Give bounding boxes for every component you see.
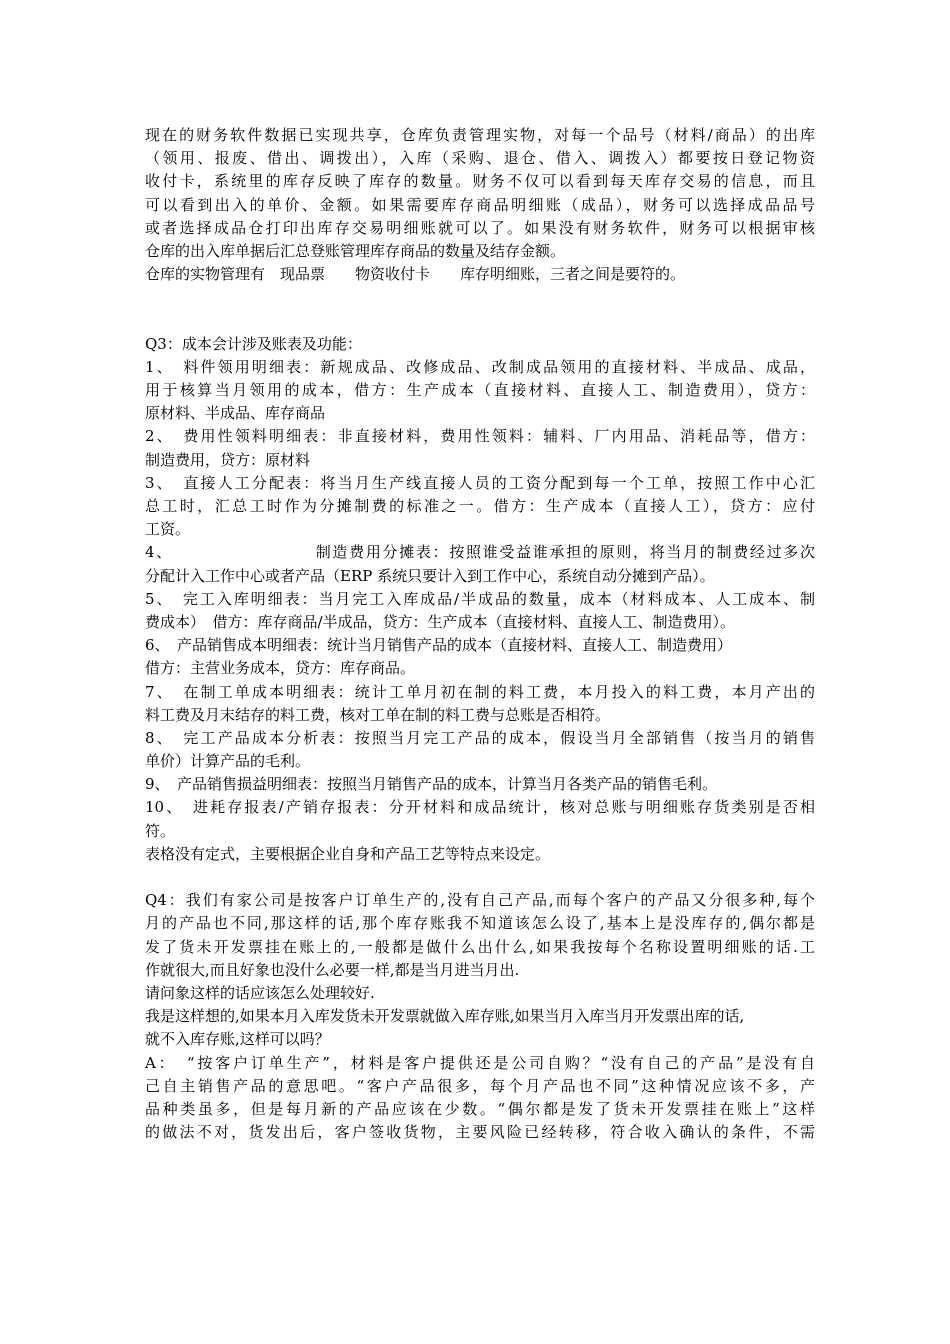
q3-line: 3、 直接人工分配表：将当月生产线直接人员的工资分配到每一个工单，按照工作中心汇 [145,473,815,492]
q3-line: 7、 在制工单成本明细表：统计工单月初在制的料工费，本月投入的料工费，本月产出的 [145,682,815,701]
q4-line: 作就很大,而且好象也没什么必要一样,都是当月进当月出. [145,960,520,979]
q4-line: 己自主销售产品的意思吧。“客户产品很多，每个月产品也不同”这种情况应该不多，产 [145,1076,815,1095]
q3-line: 料工费及月末结存的料工费，核对工单在制的料工费与总账是否相符。 [145,705,611,724]
q3-line: 制造费用，贷方：原材料 [145,450,311,469]
q3-heading: Q3：成本会计涉及账表及功能： [145,334,362,353]
intro-line: 或者选择成品仓打印出库存交易明细账就可以了。如果没有财务软件，财务可以根据审核 [145,218,815,237]
q4-line: Q4：我们有家公司是按客户订单生产的,没有自己产品,而每个客户的产品又分很多种,每个 [145,891,815,910]
q3-line: 1、 料件领用明细表：新规成品、改修成品、改制成品领用的直接材料、半成品、成品， [145,357,815,376]
q4-line: 品种类虽多，但是每月新的产品应该在少数。“偶尔都是发了货未开发票挂在账上”这样 [145,1099,815,1118]
q3-line: 原材料、半成品、库存商品 [145,404,326,423]
q4-line: 的做法不对，货发出后，客户签收货物，主要风险已经转移，符合收入确认的条件，不需 [145,1123,815,1142]
q3-line: 6、 产品销售成本明细表：统计当月销售产品的成本（直接材料、直接人工、制造费用） [145,636,733,655]
q3-line: 4、 制造费用分摊表：按照谁受益谁承担的原则，将当月的制费经过多次 [145,543,815,562]
q3-line: 9、 产品销售损益明细表：按照当月销售产品的成本，计算当月各类产品的销售毛利。 [145,775,718,794]
intro-line: 仓库的出入库单据后汇总登账管理库存商品的数量及结存金额。 [145,241,566,260]
spacer [145,866,815,889]
intro-line: 现在的财务软件数据已实现共享，仓库负责管理实物，对每一个品号（材料/商品）的出库 [145,126,815,144]
intro-line: 仓库的实物管理有 现品票 物资收付卡 库存明细账，三者之间是要符的。 [145,265,686,284]
q4-line: A： “按客户订单生产”，材料是客户提供还是公司自购？“没有自己的产品”是没有自 [145,1053,815,1072]
q3-line: 2、 费用性领料明细表：非直接材料，费用性领料：辅料、厂内用品、消耗品等，借方： [145,427,815,446]
q3-line: 工资。 [145,520,191,539]
spacer [145,286,815,309]
intro-section [145,124,815,286]
q3-line: 表格没有定式，主要根据企业自身和产品工艺等特点来设定。 [145,844,551,863]
q4-line: 发了货未开发票挂在账上的,一般都是做什么出什么,如果我按每个名称设置明细账的话.工 [145,937,815,956]
q3-line: 总工时，汇总工时作为分摊制费的标准之一。借方：生产成本（直接人工），贷方：应付 [145,497,815,515]
q3-line: 单价）计算产品的毛利。 [145,752,311,771]
intro-line: （领用、报废、借出、调拨出），入库（采购、退仓、借入、调拨入）都要按日登记物资 [145,149,815,168]
q3-line: 符。 [145,821,176,840]
q3-line: 8、 完工产品成本分析表：按照当月完工产品的成本，假设当月全部销售（按当月的销售 [145,728,815,747]
intro-line: 可以看到出入的单价、金额。如果需要库存商品明细账（成品），财务可以选择成品品号 [145,195,815,214]
spacer [145,310,815,333]
q4-line: 就不入库存账,这样可以吗？ [145,1030,330,1049]
q3-line: 分配计入工作中心或者产品（ERP 系统只要计入到工作中心，系统自动分摊到产品）。 [145,566,715,585]
q3-line: 借方：主营业务成本，贷方：库存商品。 [145,659,416,678]
q3-line: 10、 进耗存报表/产销存报表：分开材料和成品统计，核对总账与明细账存货类别是否相 [145,798,815,817]
q3-section [145,333,815,866]
document-page [145,124,815,1144]
q3-line: 用于核算当月领用的成本，借方：生产成本（直接材料、直接人工、制造费用），贷方： [145,381,815,400]
q4-line: 我是这样想的,如果本月入库发货未开发票就做入库存账,如果当月入库当月开发票出库的话, [145,1007,745,1026]
q4-section [145,889,815,1144]
q3-line: 5、 完工入库明细表：当月完工入库成品/半成品的数量，成本（材料成本、人工成本、制 [145,589,815,608]
q4-line: 月的产品也不同,那这样的话,那个库存账我不知道该怎么设了,基本上是没库存的,偶尔都是 [145,914,815,933]
q3-line: 费成本） 借方：库存商品/半成品，贷方：生产成本（直接材料、直接人工、制造费用）。 [145,612,736,631]
intro-line: 收付卡，系统里的库存反映了库存的数量。财务不仅可以看到每天库存交易的信息，而且 [145,172,815,191]
q4-line: 请问象这样的话应该怎么处理较好. [145,983,375,1002]
